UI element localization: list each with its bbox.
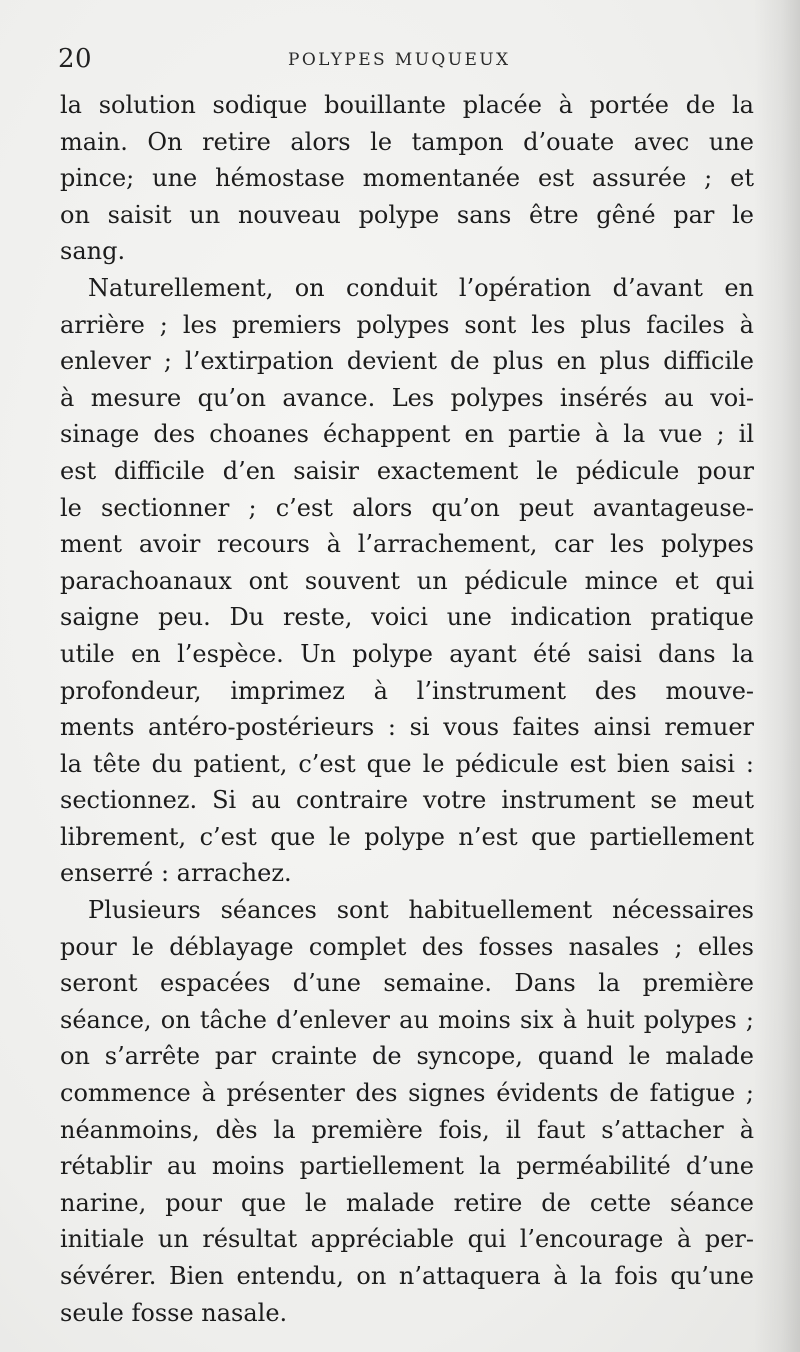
page-header <box>58 44 758 84</box>
text-line: seront espacées d’une semaine. Dans la première <box>60 969 754 998</box>
text-line: commence à présenter des signes évidents de fatigue ; <box>60 1079 754 1108</box>
text-line: est difficile d’en saisir exactement le pédicule pour <box>60 456 754 485</box>
text-line: ment avoir recours à l’arrachement, car les polypes <box>60 530 754 559</box>
running-title: POLYPES MUQUEUX <box>288 50 511 70</box>
text-line: on s’arrête par crainte de syncope, quand le malade <box>60 1042 754 1071</box>
text-line: le sectionner ; c’est alors qu’on peut avantageuse- <box>60 493 754 522</box>
text-line: la solution sodique bouillante placée à portée de la <box>60 91 754 119</box>
page-edge-shadow <box>754 0 800 1352</box>
text-line: saigne peu. Du reste, voici une indication pratique <box>60 603 754 632</box>
text-line: initiale un résultat appréciable qui l’encourage à per- <box>60 1225 754 1254</box>
page-number: 20 <box>58 44 93 74</box>
text-line: seule fosse nasale. <box>60 1298 288 1327</box>
text-line: enlever ; l’extirpation devient de plus en plus difficile <box>60 347 754 376</box>
text-line: sévérer. Bien entendu, on n’attaquera à la fois qu’une <box>60 1262 754 1290</box>
text-line: on saisit un nouveau polype sans être gêné par le <box>60 200 754 229</box>
text-line: ments antéro-postérieurs : si vous faites ainsi remuer <box>60 713 754 742</box>
text-line: la tête du patient, c’est que le pédicule est bien saisi : <box>60 749 754 778</box>
text-line: parachoanaux ont souvent un pédicule mince et qui <box>60 566 754 595</box>
text-line: narine, pour que le malade retire de cette séance <box>60 1188 754 1217</box>
text-line: sang. <box>60 237 126 266</box>
text-line: profondeur, imprimez à l’instrument des mouve- <box>60 676 754 705</box>
text-line: arrière ; les premiers polypes sont les plus faciles à <box>60 310 754 339</box>
body-text <box>60 87 754 1331</box>
text-line: sinage des choanes échappent en partie à la vue ; il <box>60 420 754 449</box>
text-line: Plusieurs séances sont habituellement nécessaires <box>88 896 754 925</box>
text-line: sectionnez. Si au contraire votre instrument se meut <box>60 786 754 815</box>
text-line: enserré : arrachez. <box>60 859 292 888</box>
text-line: rétablir au moins partiellement la perméabilité d’une <box>60 1152 754 1181</box>
text-line: à mesure qu’on avance. Les polypes insérés au voi- <box>60 383 754 412</box>
text-line: néanmoins, dès la première fois, il faut s’attacher à <box>60 1115 754 1144</box>
text-line: main. On retire alors le tampon d’ouate avec une <box>60 127 754 156</box>
text-line: pince; une hémostase momentanée est assurée ; et <box>60 164 754 193</box>
text-line: utile en l’espèce. Un polype ayant été saisi dans la <box>60 639 754 668</box>
text-line: pour le déblayage complet des fosses nasales ; elles <box>60 932 754 961</box>
text-line: Naturellement, on conduit l’opération d’avant en <box>88 273 754 302</box>
text-line: librement, c’est que le polype n’est que partiellement <box>60 822 754 851</box>
text-line: séance, on tâche d’enlever au moins six à huit polypes ; <box>60 1005 754 1034</box>
